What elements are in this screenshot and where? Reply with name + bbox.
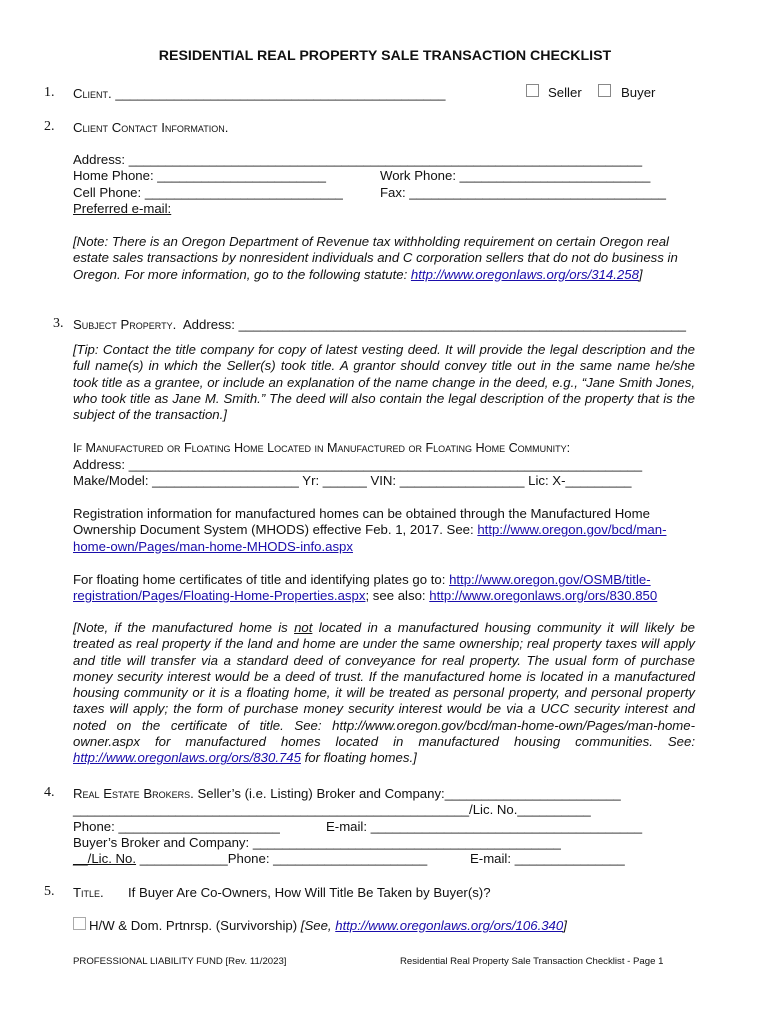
client-contact-label: Client Contact Information. (73, 120, 229, 135)
buyer-broker-lic-field[interactable]: __/Lic. No. (73, 851, 137, 866)
broker-email-field[interactable]: E-mail: _____________________________________ (326, 819, 643, 834)
section-number-5: 5. (44, 884, 55, 899)
seller-broker-lic-field[interactable]: ______________________________________________________/Lic. No.__________ (73, 802, 591, 817)
title-label: Title. (73, 885, 104, 900)
ors-830-850-link[interactable]: http://www.oregonlaws.org/ors/830.850 (429, 588, 658, 604)
buyer-checkbox[interactable] (598, 84, 611, 97)
vesting-deed-tip: [Tip: Contact the title company for copy of latest vesting deed. It will provide the legal description and the full name(s) in which the Seller(s) took title. A grantor should convey title out in the same name he/she took title as a grantee, or include an explanation of the name change in the deed, e.g., “Jane Smith Jones, who took title as Jane M. Smith.” The deed will also contain the legal description of the property that is the subject of the transaction.] (73, 342, 695, 423)
buyer-broker-row-2 (73, 851, 427, 866)
mh-note-body: located in a manufactured housing community it will likely be treated as real property if the land and home are under the same ownership; real property taxes will apply and title will transfer via a standard deed of conveyance for real property. The usual form of purchase money security interest would be a deed of trust. If the manufactured home is located in a manufactured housing community or it is a floating home, it will be treated as personal property, and personal property taxes will apply; the form of purchase money security interest would be via a UCC security interest and noted on the certificate of title. See: http://www.oregon.gov/bcd/man-home-own/Pages/man-home-owner.aspx for manufactured homes located in manufactured housing communities. See: (73, 620, 695, 750)
real-estate-brokers-label: Real Estate Brokers. (73, 786, 194, 801)
client-label: Client. (73, 86, 112, 101)
mhods-registration-info (73, 506, 703, 555)
note-text: [Note: There is an Oregon Department of Revenue tax withholding requirement on certain Oregon real estate sales transactions by nonresident individuals and C corporation sellers that do not do business in Oregon. For more information, go to the following statute: (73, 234, 678, 282)
fax-field[interactable]: Fax: ___________________________________ (380, 185, 667, 200)
buyer-broker-phone-field[interactable]: ____________Phone: _____________________ (136, 851, 428, 866)
broker-phone-field[interactable]: Phone: ______________________ (73, 819, 280, 834)
mh-address-field[interactable]: Address: ______________________________________________________________________ (73, 457, 643, 472)
floating-text: For floating home certificates of title and identifying plates go to: (73, 572, 450, 587)
seller-checkbox[interactable] (526, 84, 539, 97)
buyer-broker-email-field[interactable]: E-mail: _______________ (470, 851, 625, 866)
section-number-1: 1. (44, 85, 55, 100)
subject-address-field[interactable]: Address: _____________________________________________________________ (182, 317, 686, 332)
buyer-broker-field[interactable]: Buyer’s Broker and Company: __________________________________________ (73, 835, 561, 850)
floating-home-info (73, 572, 703, 605)
footer-right: Residential Real Property Sale Transaction Checklist - Page 1 (400, 956, 664, 967)
buyer-label: Buyer (621, 85, 656, 100)
manufactured-home-heading: If Manufactured or Floating Home Located in Manufactured or Floating Home Community: (73, 441, 571, 455)
client-row (73, 86, 445, 101)
home-phone-field[interactable]: Home Phone: _______________________ (73, 168, 326, 183)
mh-note-not: not (294, 620, 313, 635)
section-number-2: 2. (44, 119, 55, 134)
survivorship-see: [See, (300, 918, 336, 933)
ors-830-745-link[interactable]: http://www.oregonlaws.org/ors/830.745 (73, 750, 301, 766)
seller-broker-field[interactable]: Seller’s (i.e. Listing) Broker and Company:________________________ (193, 786, 621, 801)
survivorship-option (89, 918, 567, 933)
seller-broker-row (73, 786, 621, 801)
registration-text: Registration information for manufactured homes can be obtained through the Manufactured Home Ownership Document System (MHODS) effective Feb. 1, 2017. See: (73, 506, 650, 538)
subject-property-row (73, 317, 686, 332)
seller-label: Seller (548, 85, 582, 100)
cell-phone-field[interactable]: Cell Phone: ___________________________ (73, 185, 343, 200)
survivorship-checkbox[interactable] (73, 917, 86, 930)
osmb-title-link[interactable]: http://www.oregon.gov/OSMB/title-registration/Pages/Floating-Home-Properties.aspx (73, 572, 651, 604)
note-end: ] (638, 266, 643, 282)
make-model-field[interactable]: Make/Model: ____________________ Yr: ______ VIN: _________________ Lic: X-_________ (73, 473, 632, 488)
client-line[interactable]: _____________________________________________ (115, 86, 446, 101)
mh-note-text: [Note, if the manufactured home is (73, 620, 295, 635)
preferred-email-field[interactable]: Preferred e-mail: (73, 201, 172, 216)
footer-left: PROFESSIONAL LIABILITY FUND [Rev. 11/2023] (73, 956, 287, 967)
subject-property-label: Subject Property. (73, 317, 177, 332)
floating-see-also: ; see also: (365, 588, 430, 604)
ors-106-340-link[interactable]: http://www.oregonlaws.org/ors/106.340 (335, 918, 564, 933)
work-phone-field[interactable]: Work Phone: __________________________ (380, 168, 651, 183)
manufactured-home-note (73, 620, 695, 767)
tax-withholding-note (73, 234, 683, 283)
client-address-field[interactable]: Address: ______________________________________________________________________ (73, 152, 643, 167)
mhods-link[interactable]: http://www.oregon.gov/bcd/man-home-own/Pages/man-home-MHODS-info.aspx (73, 522, 667, 554)
ors-314-258-link[interactable]: http://www.oregonlaws.org/ors/314.258 (410, 266, 639, 282)
survivorship-label: H/W & Dom. Prtnrsp. (Survivorship) (89, 918, 301, 933)
mh-note-end: for floating homes.] (300, 750, 417, 766)
section-number-3: 3. (53, 316, 64, 331)
title-question: If Buyer Are Co-Owners, How Will Title Be Taken by Buyer(s)? (128, 885, 491, 900)
page-title: RESIDENTIAL REAL PROPERTY SALE TRANSACTION CHECKLIST (158, 48, 612, 64)
section-number-4: 4. (44, 785, 55, 800)
survivorship-end: ] (563, 918, 567, 933)
